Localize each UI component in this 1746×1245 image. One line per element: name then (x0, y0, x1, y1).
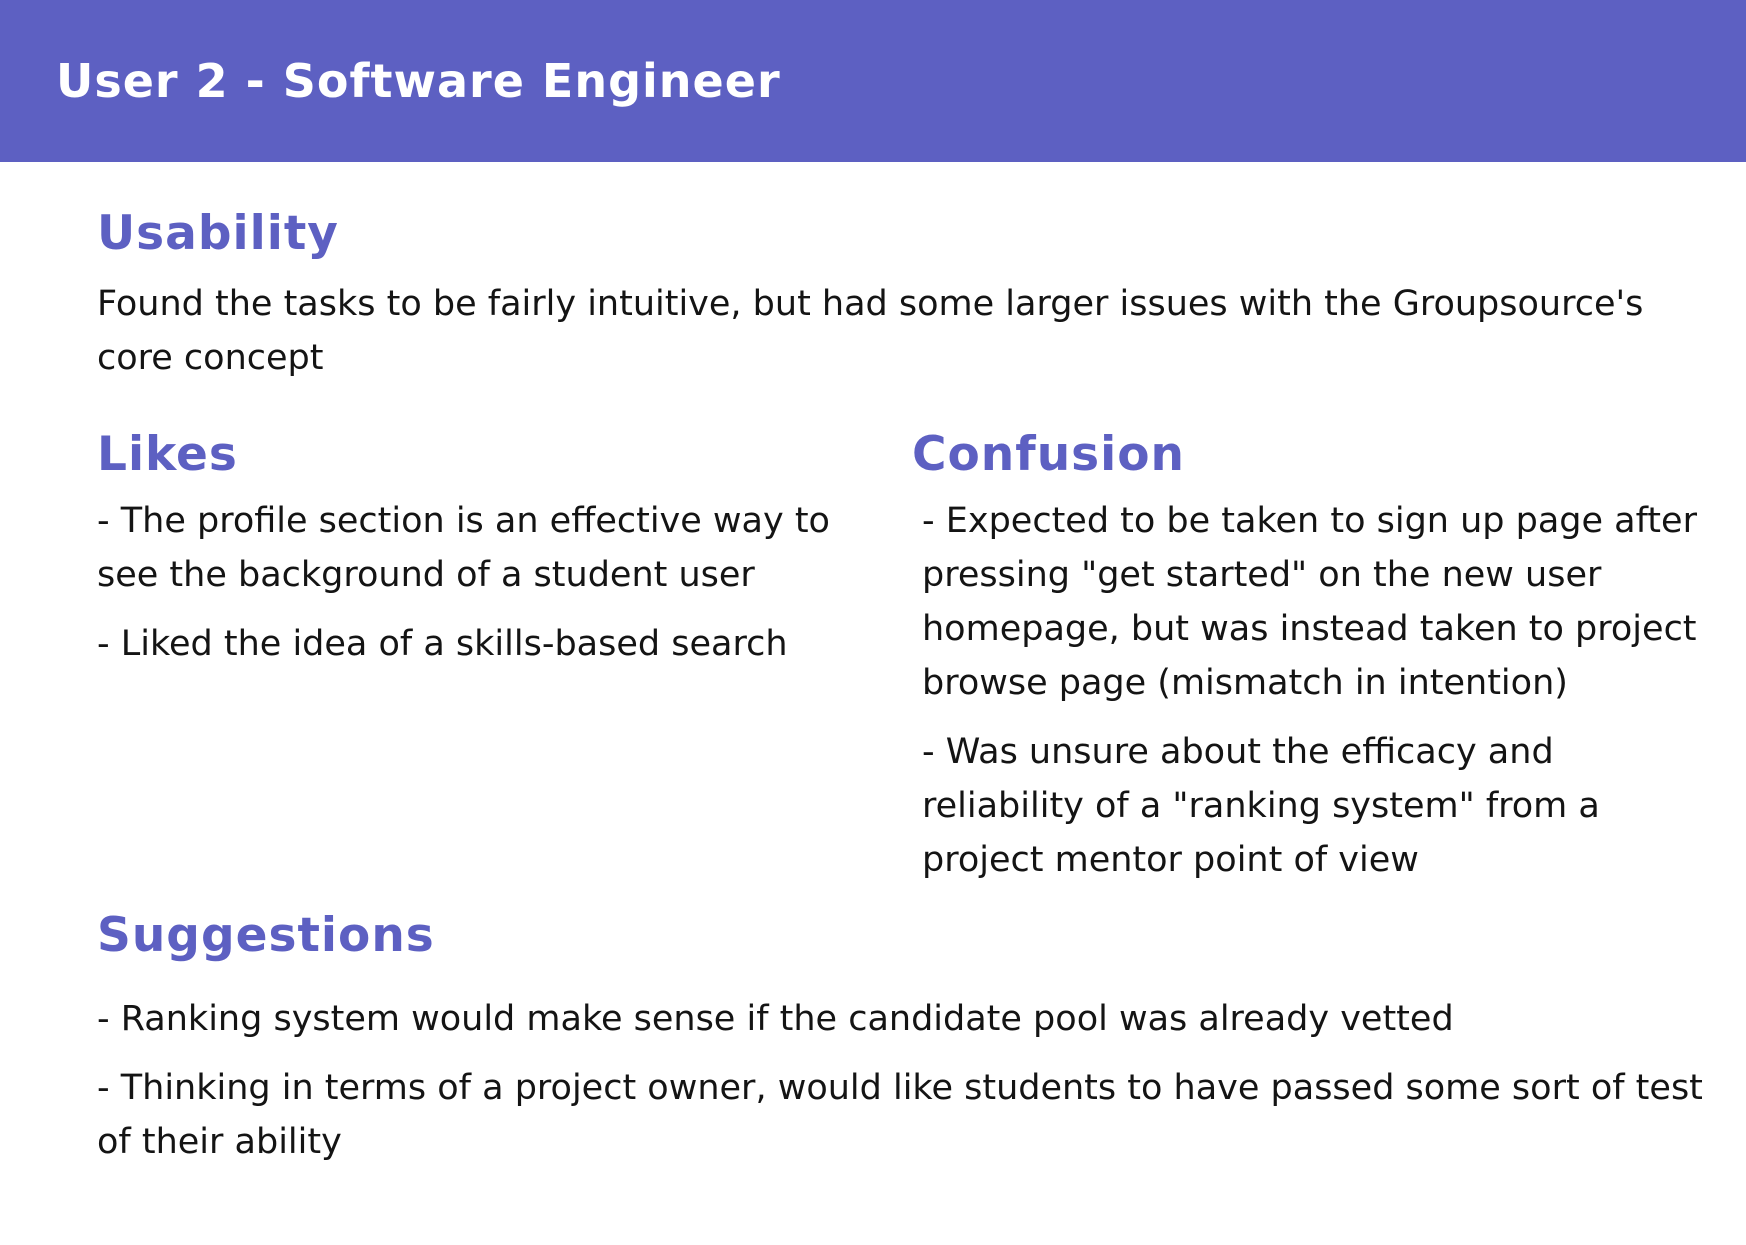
confusion-list (922, 494, 1702, 902)
usability-heading: Usability (97, 206, 339, 261)
suggestions-item: - Thinking in terms of a project owner, would like students to have passed some sort of test of their ability (97, 1068, 1703, 1162)
suggestions-heading: Suggestions (97, 908, 435, 963)
confusion-heading: Confusion (912, 427, 1185, 482)
suggestions-list (97, 992, 1717, 1184)
likes-list (97, 494, 857, 686)
confusion-item: - Was unsure about the efficacy and reliability of a "ranking system" from a project mentor point of view (922, 732, 1600, 880)
likes-item: - The profile section is an effective way to see the background of a student user (97, 501, 830, 595)
likes-item: - Liked the idea of a skills-based search (97, 624, 788, 664)
confusion-item: - Expected to be taken to sign up page after pressing "get started" on the new user homepage, but was instead taken to project browse page (mismatch in intention) (922, 501, 1697, 703)
page-title: User 2 - Software Engineer (56, 54, 781, 108)
header-bar (0, 0, 1746, 162)
likes-heading: Likes (97, 427, 238, 482)
usability-text: Found the tasks to be fairly intuitive, but had some larger issues with the Groupsource's core concept (97, 284, 1644, 378)
suggestions-item: - Ranking system would make sense if the candidate pool was already vetted (97, 999, 1454, 1039)
